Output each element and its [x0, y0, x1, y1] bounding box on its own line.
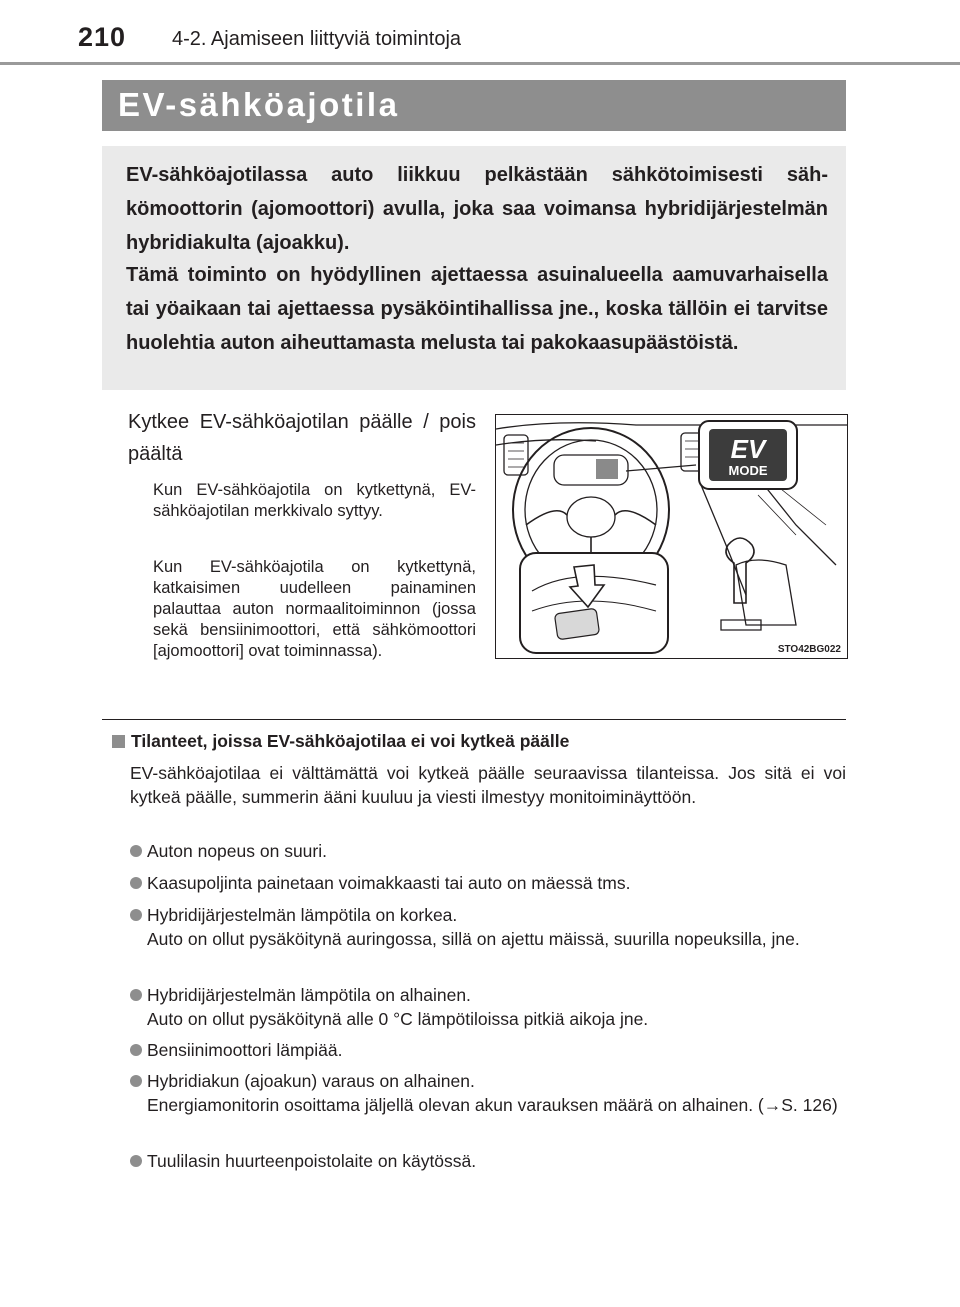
list-item-label: Bensiinimoottori lämpiää. — [147, 1040, 343, 1060]
bullet-dot-icon — [130, 877, 142, 889]
list-item — [130, 1038, 846, 1062]
bullet-dot-icon — [130, 909, 142, 921]
list-item-detail: Auto on ollut pysäköitynä auringossa, sillä on ajettu mäissä, suurilla nopeuksilla, jne. — [147, 929, 800, 949]
list-item — [130, 871, 846, 895]
list-item-label: Hybridijärjestelmän lämpötila on korkea. — [147, 905, 458, 925]
list-item — [130, 1149, 846, 1173]
mode-badge-label: MODE — [728, 463, 768, 478]
list-item-label: Hybridijärjestelmän lämpötila on alhainen. — [147, 985, 471, 1005]
list-item — [130, 983, 846, 1031]
list-item-label: Kaasupoljinta painetaan voimakkaasti tai auto on mäessä tms. — [147, 873, 631, 893]
ev-mode-illustration — [495, 414, 848, 659]
list-item-label: Hybridiakun (ajoakun) varaus on alhainen. — [147, 1071, 475, 1091]
ev-badge-label: EV — [730, 434, 766, 464]
section-rule — [102, 719, 846, 720]
page-title: EV-sähköajotila — [118, 86, 400, 123]
bullet-dot-icon — [130, 1044, 142, 1056]
intro-paragraph-2: Tämä toiminto on hyödyllinen ajettaessa asuinalueella aamuvarhaisella tai yöaikaan tai ajettaessa pysäköintihallissa jne., koska tällöin ei tarvitse huolehtia auton aiheuttamasta melusta tai pakokaasupäästöistä. — [126, 264, 828, 354]
section-reference: 4-2. Ajamiseen liittyviä toimintoja — [172, 28, 462, 50]
list-item-label: Tuulilasin huurteenpoistolaite on käytössä. — [147, 1151, 477, 1171]
bullet-dot-icon — [130, 845, 142, 857]
bullet-dot-icon — [130, 1075, 142, 1087]
bullet-dot-icon — [130, 1155, 142, 1167]
intro-paragraph-1: EV-sähköajotilassa auto liikkuu pelkästään sähkötoimisesti sähkömoottorin (ajomoottori) avulla, joka saa voimansa hybridijärjestelmän hybridiakulta (ajoakku). — [126, 164, 828, 254]
list-item — [130, 839, 846, 863]
callout-main: Kytkee EV-sähköajotilan päälle / pois päältä — [128, 411, 476, 465]
section-heading-text: Tilanteet, joissa EV-sähköajotilaa ei voi kytkeä päälle — [131, 731, 570, 751]
bullet-dot-icon — [130, 989, 142, 1001]
figure-code: STO42BG022 — [777, 644, 841, 655]
list-item — [130, 903, 846, 951]
page-number: 210 — [78, 22, 127, 52]
callout-note-2: Kun EV-sähköajotila on kytkettynä, katkaisimen uudelleen painaminen palauttaa auton normaalitoiminnon (jossa sekä bensiinimoottori, että sähkömoottori [ajomoottori] ovat toiminnassa). — [153, 558, 476, 660]
ev-mode-badge — [699, 421, 797, 489]
section-intro: EV-sähköajotilaa ei välttämättä voi kytkeä päälle seuraavissa tilanteissa. Jos sitä ei voi kytkeä päälle, summerin ääni kuuluu ja viesti ilmestyy monitoiminäyttöön. — [130, 763, 846, 807]
callout-note-1: Kun EV-sähköajotila on kytkettynä, EV-sähköajotilan merkkivalo syttyy. — [153, 481, 476, 520]
switch-closeup-inset — [520, 553, 668, 653]
list-item — [130, 1069, 846, 1117]
list-item-detail: Auto on ollut pysäköitynä alle 0 °C lämpötiloissa pitkiä aikoja jne. — [147, 1009, 649, 1029]
title-bar — [102, 80, 846, 131]
intro-box — [102, 146, 846, 390]
dashboard-drawing — [496, 415, 847, 658]
list-item-detail: Energiamonitorin osoittama jäljellä olevan akun varauksen määrä on alhainen. (→S. 126) — [147, 1095, 838, 1115]
section-heading — [112, 731, 569, 752]
header-rule — [0, 62, 960, 65]
list-item-label: Auton nopeus on suuri. — [147, 841, 327, 861]
heading-square-icon — [112, 735, 125, 748]
